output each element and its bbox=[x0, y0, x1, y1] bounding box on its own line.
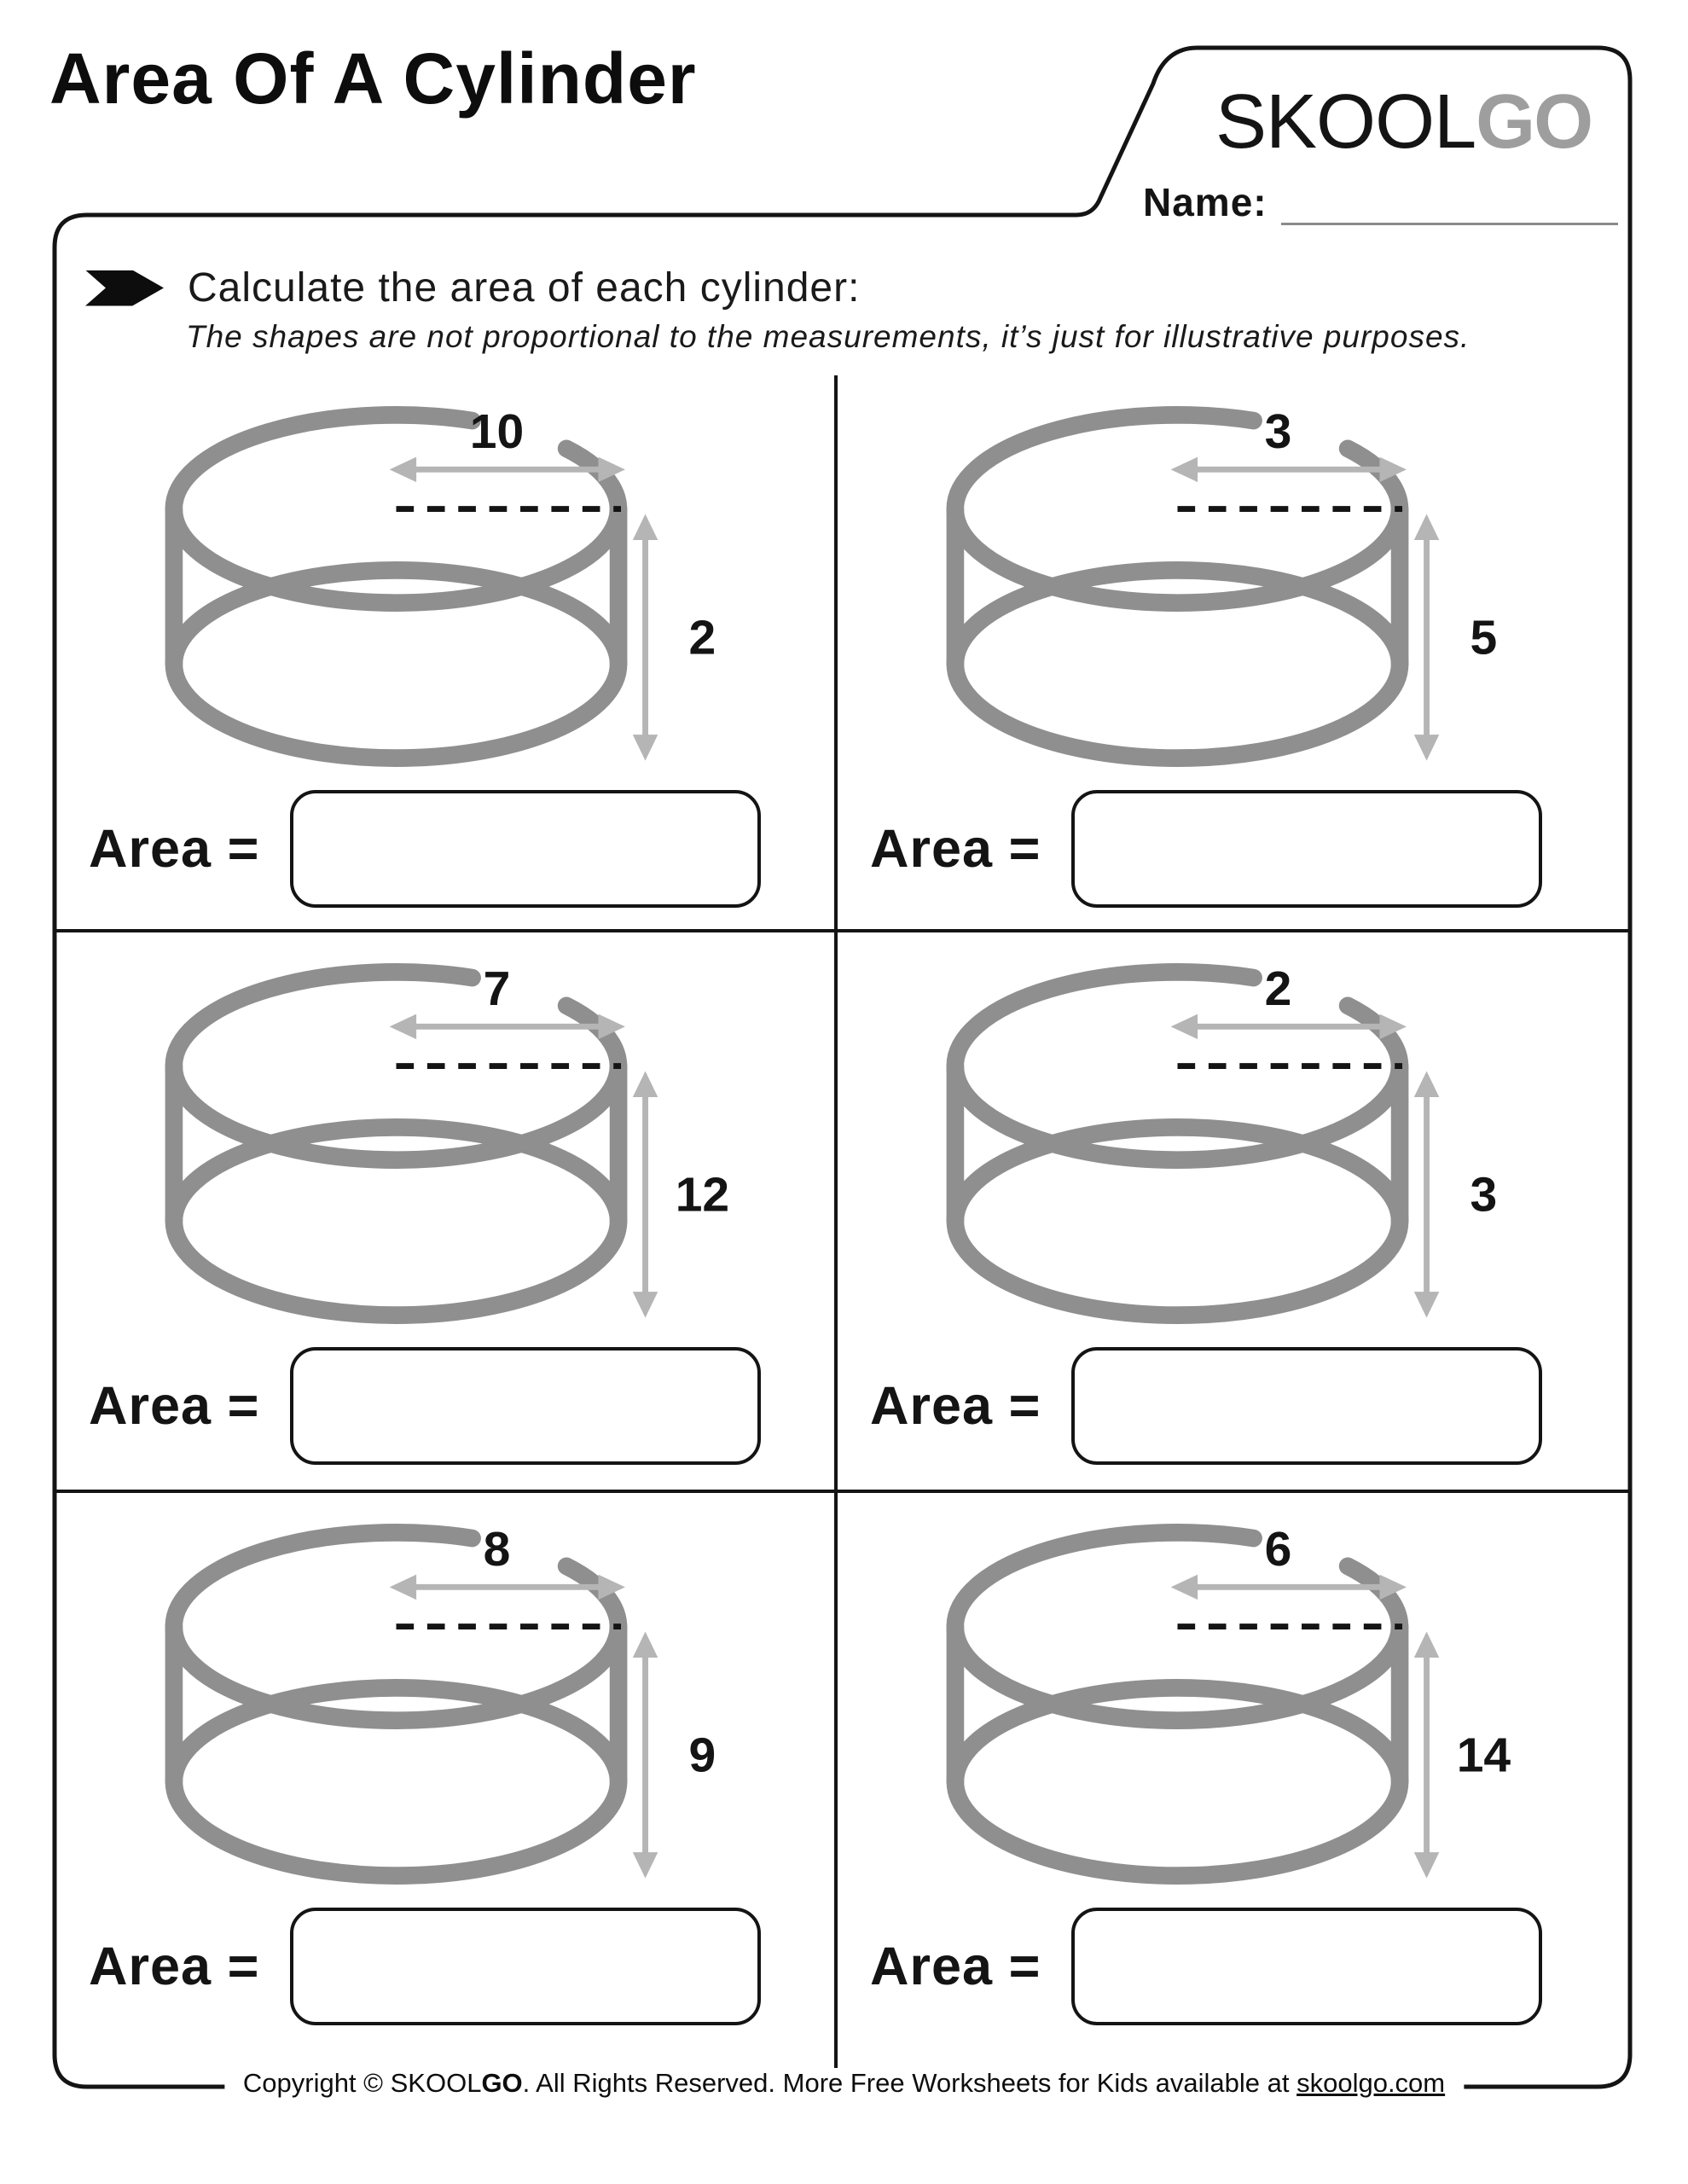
height-value: 12 bbox=[675, 1167, 730, 1223]
area-row bbox=[870, 1347, 1630, 1465]
cylinder-figure bbox=[861, 944, 1544, 1347]
area-label: Area = bbox=[870, 1376, 1041, 1436]
area-label: Area = bbox=[89, 1937, 260, 1996]
footer-logo-go: GO bbox=[481, 2068, 523, 2098]
problem-cell-6 bbox=[838, 1493, 1630, 2087]
area-row bbox=[870, 1908, 1630, 2025]
instruction-text: Calculate the area of each cylinder: bbox=[188, 265, 861, 311]
problem-cell-1 bbox=[56, 375, 838, 932]
area-label: Area = bbox=[89, 1376, 260, 1436]
height-arrow bbox=[1414, 514, 1440, 760]
height-arrow bbox=[1414, 1631, 1440, 1878]
height-value: 2 bbox=[688, 610, 716, 665]
name-row bbox=[1143, 179, 1618, 225]
cylinder-figure bbox=[861, 1505, 1544, 1908]
height-value: 5 bbox=[1470, 610, 1498, 665]
page-title: Area Of A Cylinder bbox=[49, 38, 697, 119]
area-label: Area = bbox=[870, 819, 1041, 879]
area-row bbox=[870, 790, 1630, 908]
instruction-row bbox=[85, 264, 860, 311]
name-input-line[interactable] bbox=[1281, 191, 1618, 225]
arrow-flag-icon bbox=[85, 270, 164, 306]
footer bbox=[224, 2068, 1464, 2099]
footer-site-link[interactable]: skoolgo.com bbox=[1296, 2068, 1446, 2098]
area-row bbox=[89, 1908, 834, 2025]
height-arrow bbox=[633, 514, 658, 760]
problem-cell-2 bbox=[838, 375, 1630, 932]
answer-box[interactable] bbox=[290, 1347, 761, 1465]
area-label: Area = bbox=[870, 1937, 1041, 1996]
problem-cell-5 bbox=[56, 1493, 838, 2087]
radius-value: 10 bbox=[469, 404, 525, 459]
answer-box[interactable] bbox=[1071, 1347, 1542, 1465]
answer-box[interactable] bbox=[290, 1908, 761, 2025]
radius-value: 7 bbox=[483, 961, 511, 1016]
height-value: 14 bbox=[1456, 1728, 1511, 1783]
area-row bbox=[89, 790, 834, 908]
problem-cell-4 bbox=[838, 932, 1630, 1493]
height-value: 3 bbox=[1470, 1167, 1498, 1223]
cylinder-figure bbox=[80, 387, 763, 790]
skoolgo-logo bbox=[1215, 78, 1592, 166]
area-row bbox=[89, 1347, 834, 1465]
answer-box[interactable] bbox=[290, 790, 761, 908]
radius-value: 3 bbox=[1264, 404, 1292, 459]
radius-value: 2 bbox=[1264, 961, 1292, 1016]
height-arrow bbox=[633, 1631, 658, 1878]
name-label: Name: bbox=[1143, 180, 1267, 224]
cylinder-figure bbox=[80, 944, 763, 1347]
problem-cell-3 bbox=[56, 932, 838, 1493]
height-value: 9 bbox=[688, 1728, 716, 1783]
cylinder-figure bbox=[861, 387, 1544, 790]
height-arrow bbox=[633, 1071, 658, 1317]
radius-value: 6 bbox=[1264, 1521, 1292, 1577]
area-label: Area = bbox=[89, 819, 260, 879]
logo-text-go: GO bbox=[1476, 79, 1592, 165]
footer-copyright: Copyright © SKOOL bbox=[242, 2068, 482, 2098]
problems-grid bbox=[56, 375, 1630, 2087]
answer-box[interactable] bbox=[1071, 1908, 1542, 2025]
cylinder-figure bbox=[80, 1505, 763, 1908]
footer-middle-text: . All Rights Reserved. More Free Worksheets for Kids available at bbox=[522, 2068, 1297, 2098]
logo-text-skool: SKOOL bbox=[1215, 79, 1476, 165]
radius-value: 8 bbox=[483, 1521, 511, 1577]
instruction-note: The shapes are not proportional to the measurements, it’s just for illustrative purposes. bbox=[186, 319, 1470, 354]
height-arrow bbox=[1414, 1071, 1440, 1317]
answer-box[interactable] bbox=[1071, 790, 1542, 908]
